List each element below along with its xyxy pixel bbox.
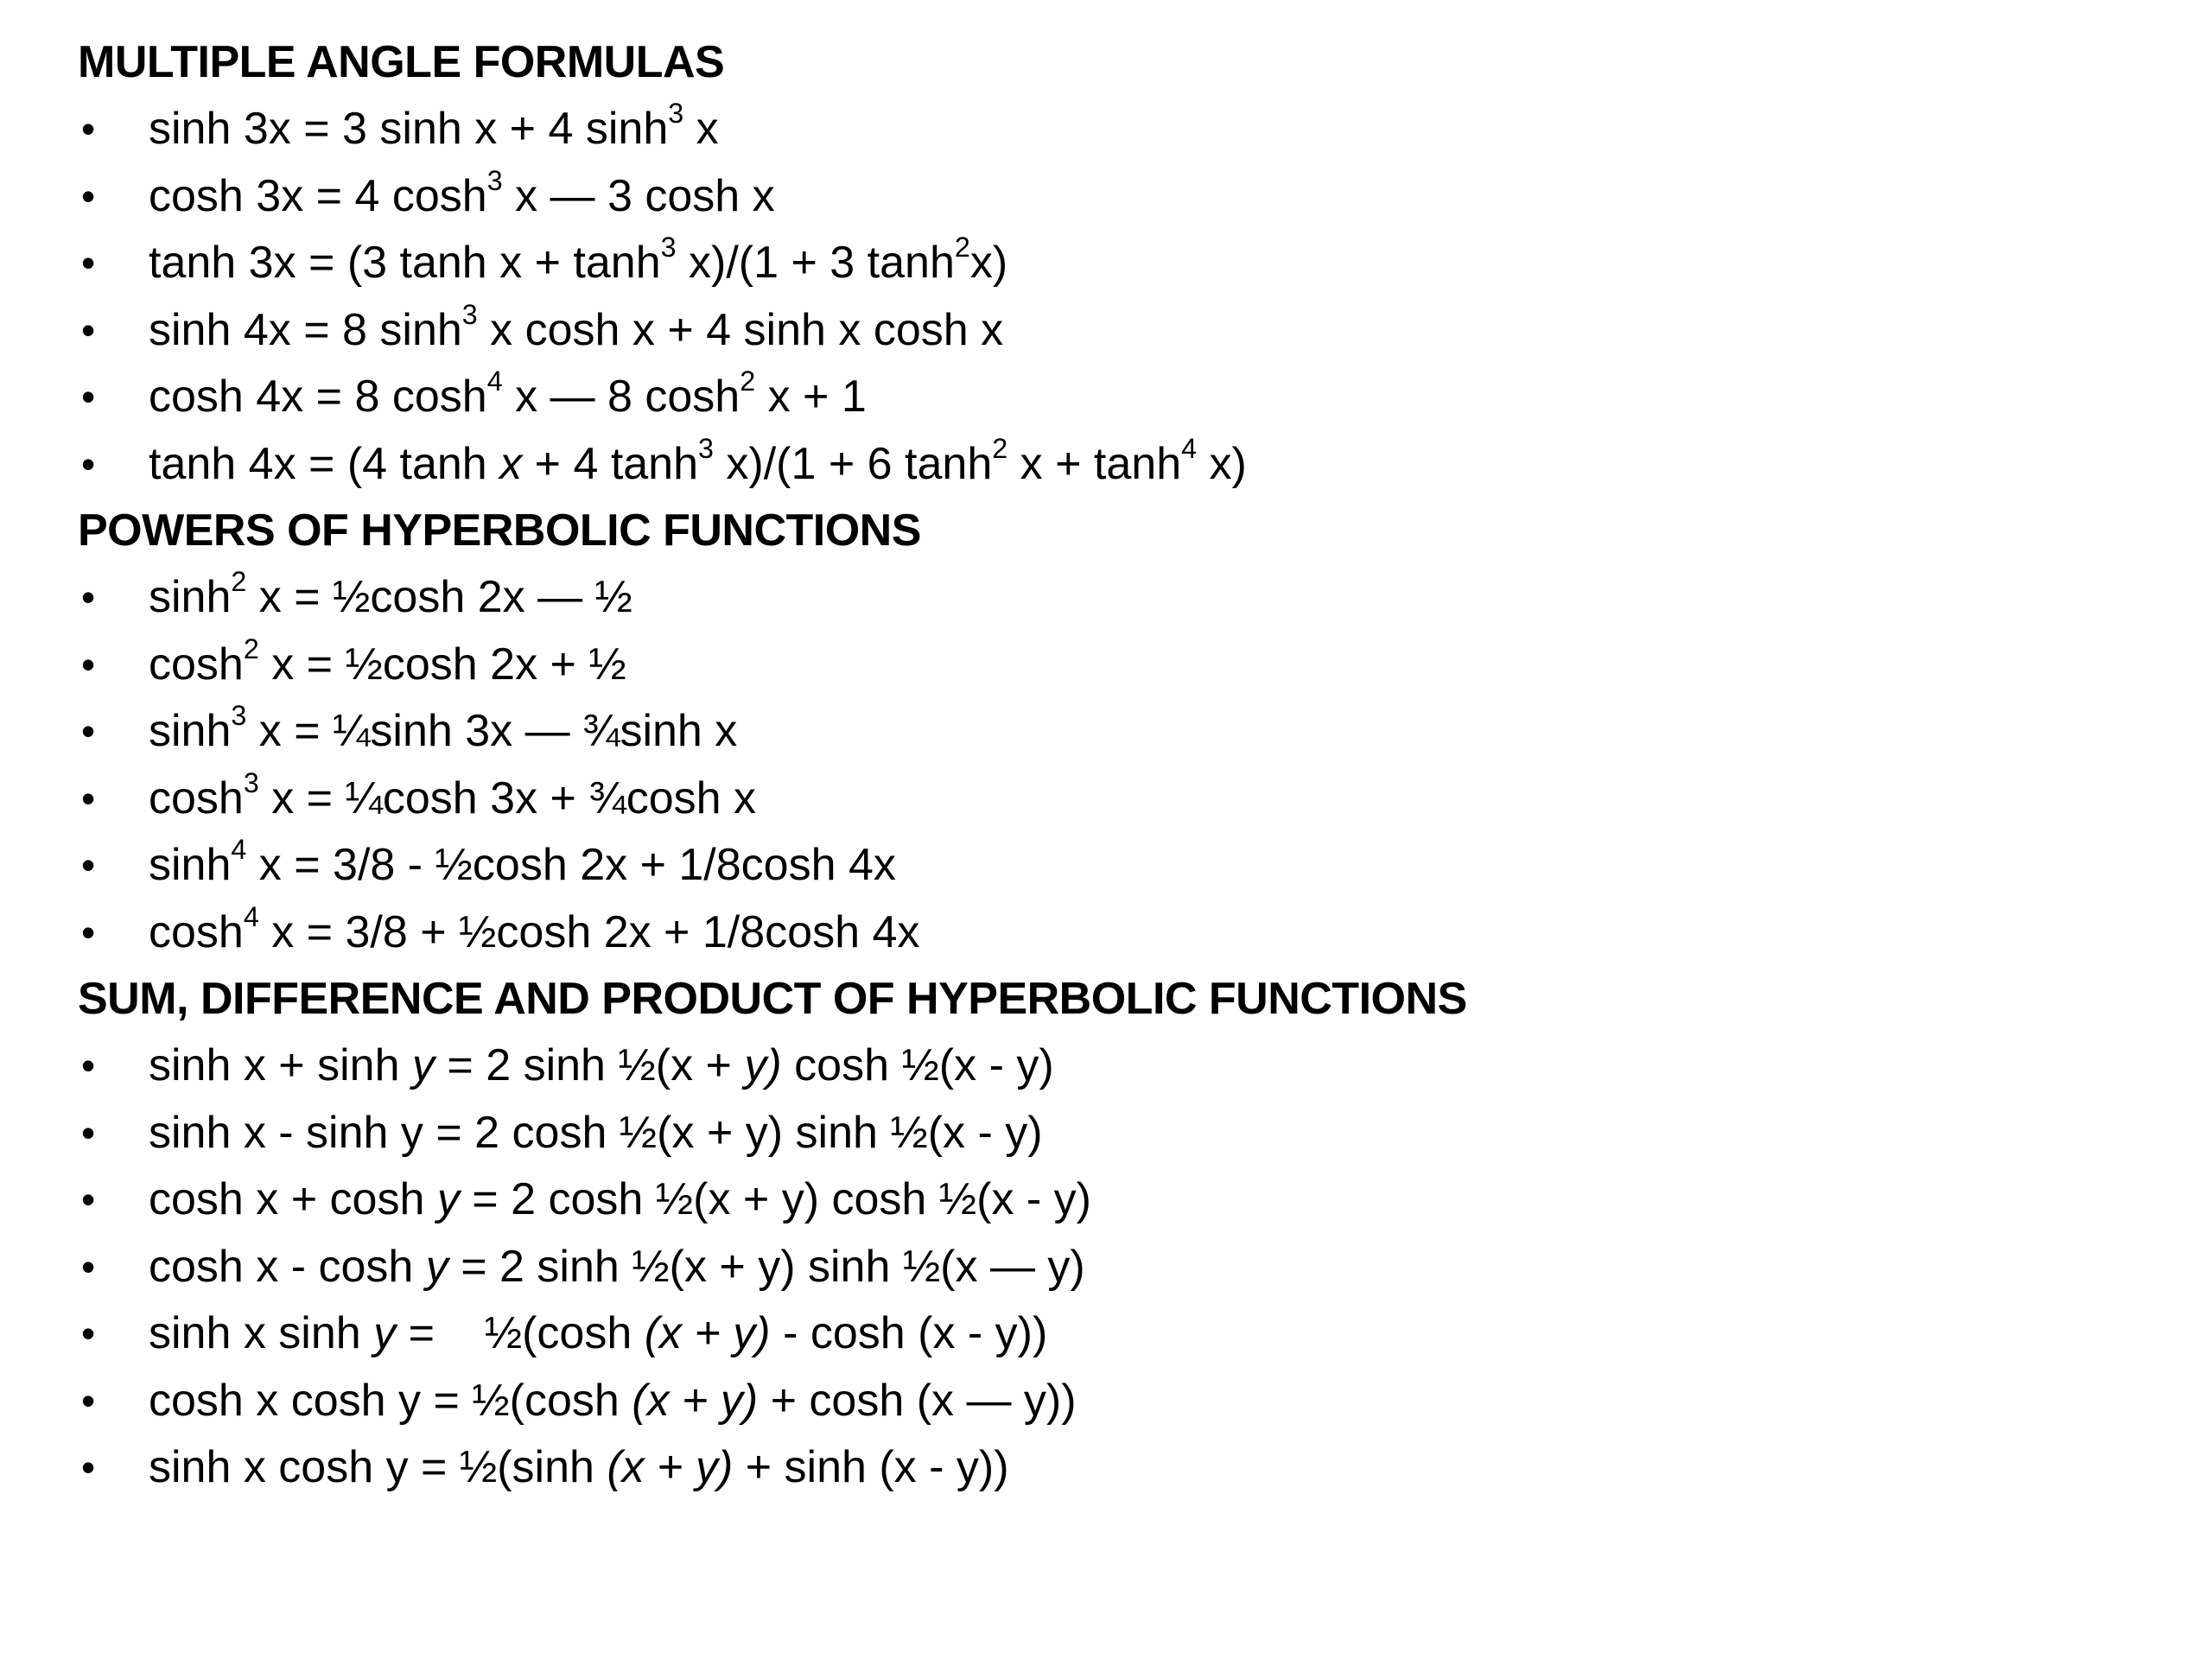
section-sum-difference-product	[78, 966, 2152, 1502]
formula-text: cosh 4x = 8 $\cosh^4 x$ — 8 $\cosh^2 x + 1$	[149, 365, 867, 422]
formula-list	[78, 1033, 2152, 1502]
formula-list	[78, 96, 2152, 498]
bullet-icon: •	[81, 775, 96, 821]
formula-item	[78, 1434, 2152, 1502]
formula-sheet	[78, 29, 2152, 1502]
bullet-icon: •	[81, 641, 96, 687]
formula-item	[78, 96, 2152, 163]
formula-text: tanh 3x = (3 $\tanh x + \tanh^3 x)/(1 + 3$ $\tanh^2x$)	[149, 231, 1008, 288]
formula-item	[78, 230, 2152, 297]
bullet-icon: •	[81, 1043, 96, 1088]
bullet-icon: •	[81, 441, 96, 486]
formula-text: sinh 3x = 3 sinh x + 4 $\sinh^3 x$	[149, 97, 719, 154]
bullet-icon: •	[81, 106, 96, 151]
section-heading: SUM, DIFFERENCE AND PRODUCT OF HYPERBOLIC FUNCTIONS	[78, 974, 1467, 1024]
formula-text: sinh x - sinh y = 2 cosh ½(x + y) sinh ½(x - y)	[149, 1107, 1043, 1158]
formula-text: sinh x cosh y = ½(sinh (x + y) + sinh (x - y))	[149, 1442, 1009, 1492]
bullet-icon: •	[81, 1243, 96, 1289]
formula-text: $\cosh^3 x$ = ¼cosh 3x + ¾cosh x	[149, 766, 756, 823]
bullet-icon: •	[81, 575, 96, 620]
formula-item	[78, 564, 2152, 632]
section-heading: MULTIPLE ANGLE FORMULAS	[78, 37, 725, 87]
section-heading: POWERS OF HYPERBOLIC FUNCTIONS	[78, 505, 921, 556]
formula-item	[78, 632, 2152, 699]
formula-text: cosh x + cosh y = 2 cosh ½(x + y) cosh ½(x - y)	[149, 1174, 1091, 1224]
bullet-icon: •	[81, 842, 96, 887]
formula-text: tanh 4x = (4 tanh x + 4 $\tanh^3 x)/(1 + 6$ $\tanh^2 x + \tanh^4 x$)	[149, 432, 1247, 489]
formula-item	[78, 1166, 2152, 1234]
formula-item	[78, 899, 2152, 967]
bullet-icon: •	[81, 240, 96, 285]
bullet-icon: •	[81, 1445, 96, 1490]
bullet-icon: •	[81, 1109, 96, 1155]
bullet-icon: •	[81, 1311, 96, 1356]
bullet-icon: •	[81, 709, 96, 753]
formula-text: sinh x sinh y = ½(cosh (x + y) - cosh (x - y))	[149, 1308, 1048, 1358]
formula-list	[78, 564, 2152, 966]
formula-item	[78, 364, 2152, 431]
formula-item	[78, 832, 2152, 899]
bullet-icon: •	[81, 909, 96, 955]
formula-item	[78, 297, 2152, 365]
formula-text: $\sinh^3 x$ = ¼sinh 3x — ¾sinh x	[149, 699, 738, 756]
formula-item	[78, 1033, 2152, 1100]
formula-item	[78, 163, 2152, 231]
formula-text: $\sinh^4 x = 3/8$ - ½cosh 2x + 1/8cosh 4x	[149, 833, 896, 890]
formula-item	[78, 431, 2152, 499]
section-powers	[78, 498, 2152, 966]
bullet-icon: •	[81, 1177, 96, 1222]
formula-item	[78, 766, 2152, 833]
formula-item	[78, 698, 2152, 766]
bullet-icon: •	[81, 374, 96, 419]
formula-text: cosh 3x = 4 $\cosh^3 x$ — 3 cosh x	[149, 164, 775, 221]
bullet-icon: •	[81, 307, 96, 353]
formula-item	[78, 1368, 2152, 1435]
section-multiple-angle	[78, 29, 2152, 498]
formula-text: cosh x - cosh y = 2 sinh ½(x + y) sinh ½(x — y)	[149, 1241, 1085, 1292]
formula-text: sinh 4x = 8 $\sinh^3 x$ cosh x + 4 sinh x cosh x	[149, 298, 1004, 355]
formula-text: $\cosh^2 x$ = ½cosh 2x + ½	[149, 632, 626, 690]
formula-text: sinh x + sinh y = 2 sinh ½(x + y) cosh ½(x - y)	[149, 1040, 1054, 1090]
formula-text: cosh x cosh y = ½(cosh (x + y) + cosh (x — y))	[149, 1375, 1077, 1426]
formula-item	[78, 1100, 2152, 1167]
formula-item	[78, 1234, 2152, 1301]
formula-text: $\sinh^2 x$ = ½cosh 2x — ½	[149, 565, 632, 622]
formula-item	[78, 1300, 2152, 1368]
formula-text: $\cosh^4 x = 3/8$ + ½cosh 2x + 1/8cosh 4x	[149, 900, 920, 957]
bullet-icon: •	[81, 1377, 96, 1423]
bullet-icon: •	[81, 173, 96, 219]
